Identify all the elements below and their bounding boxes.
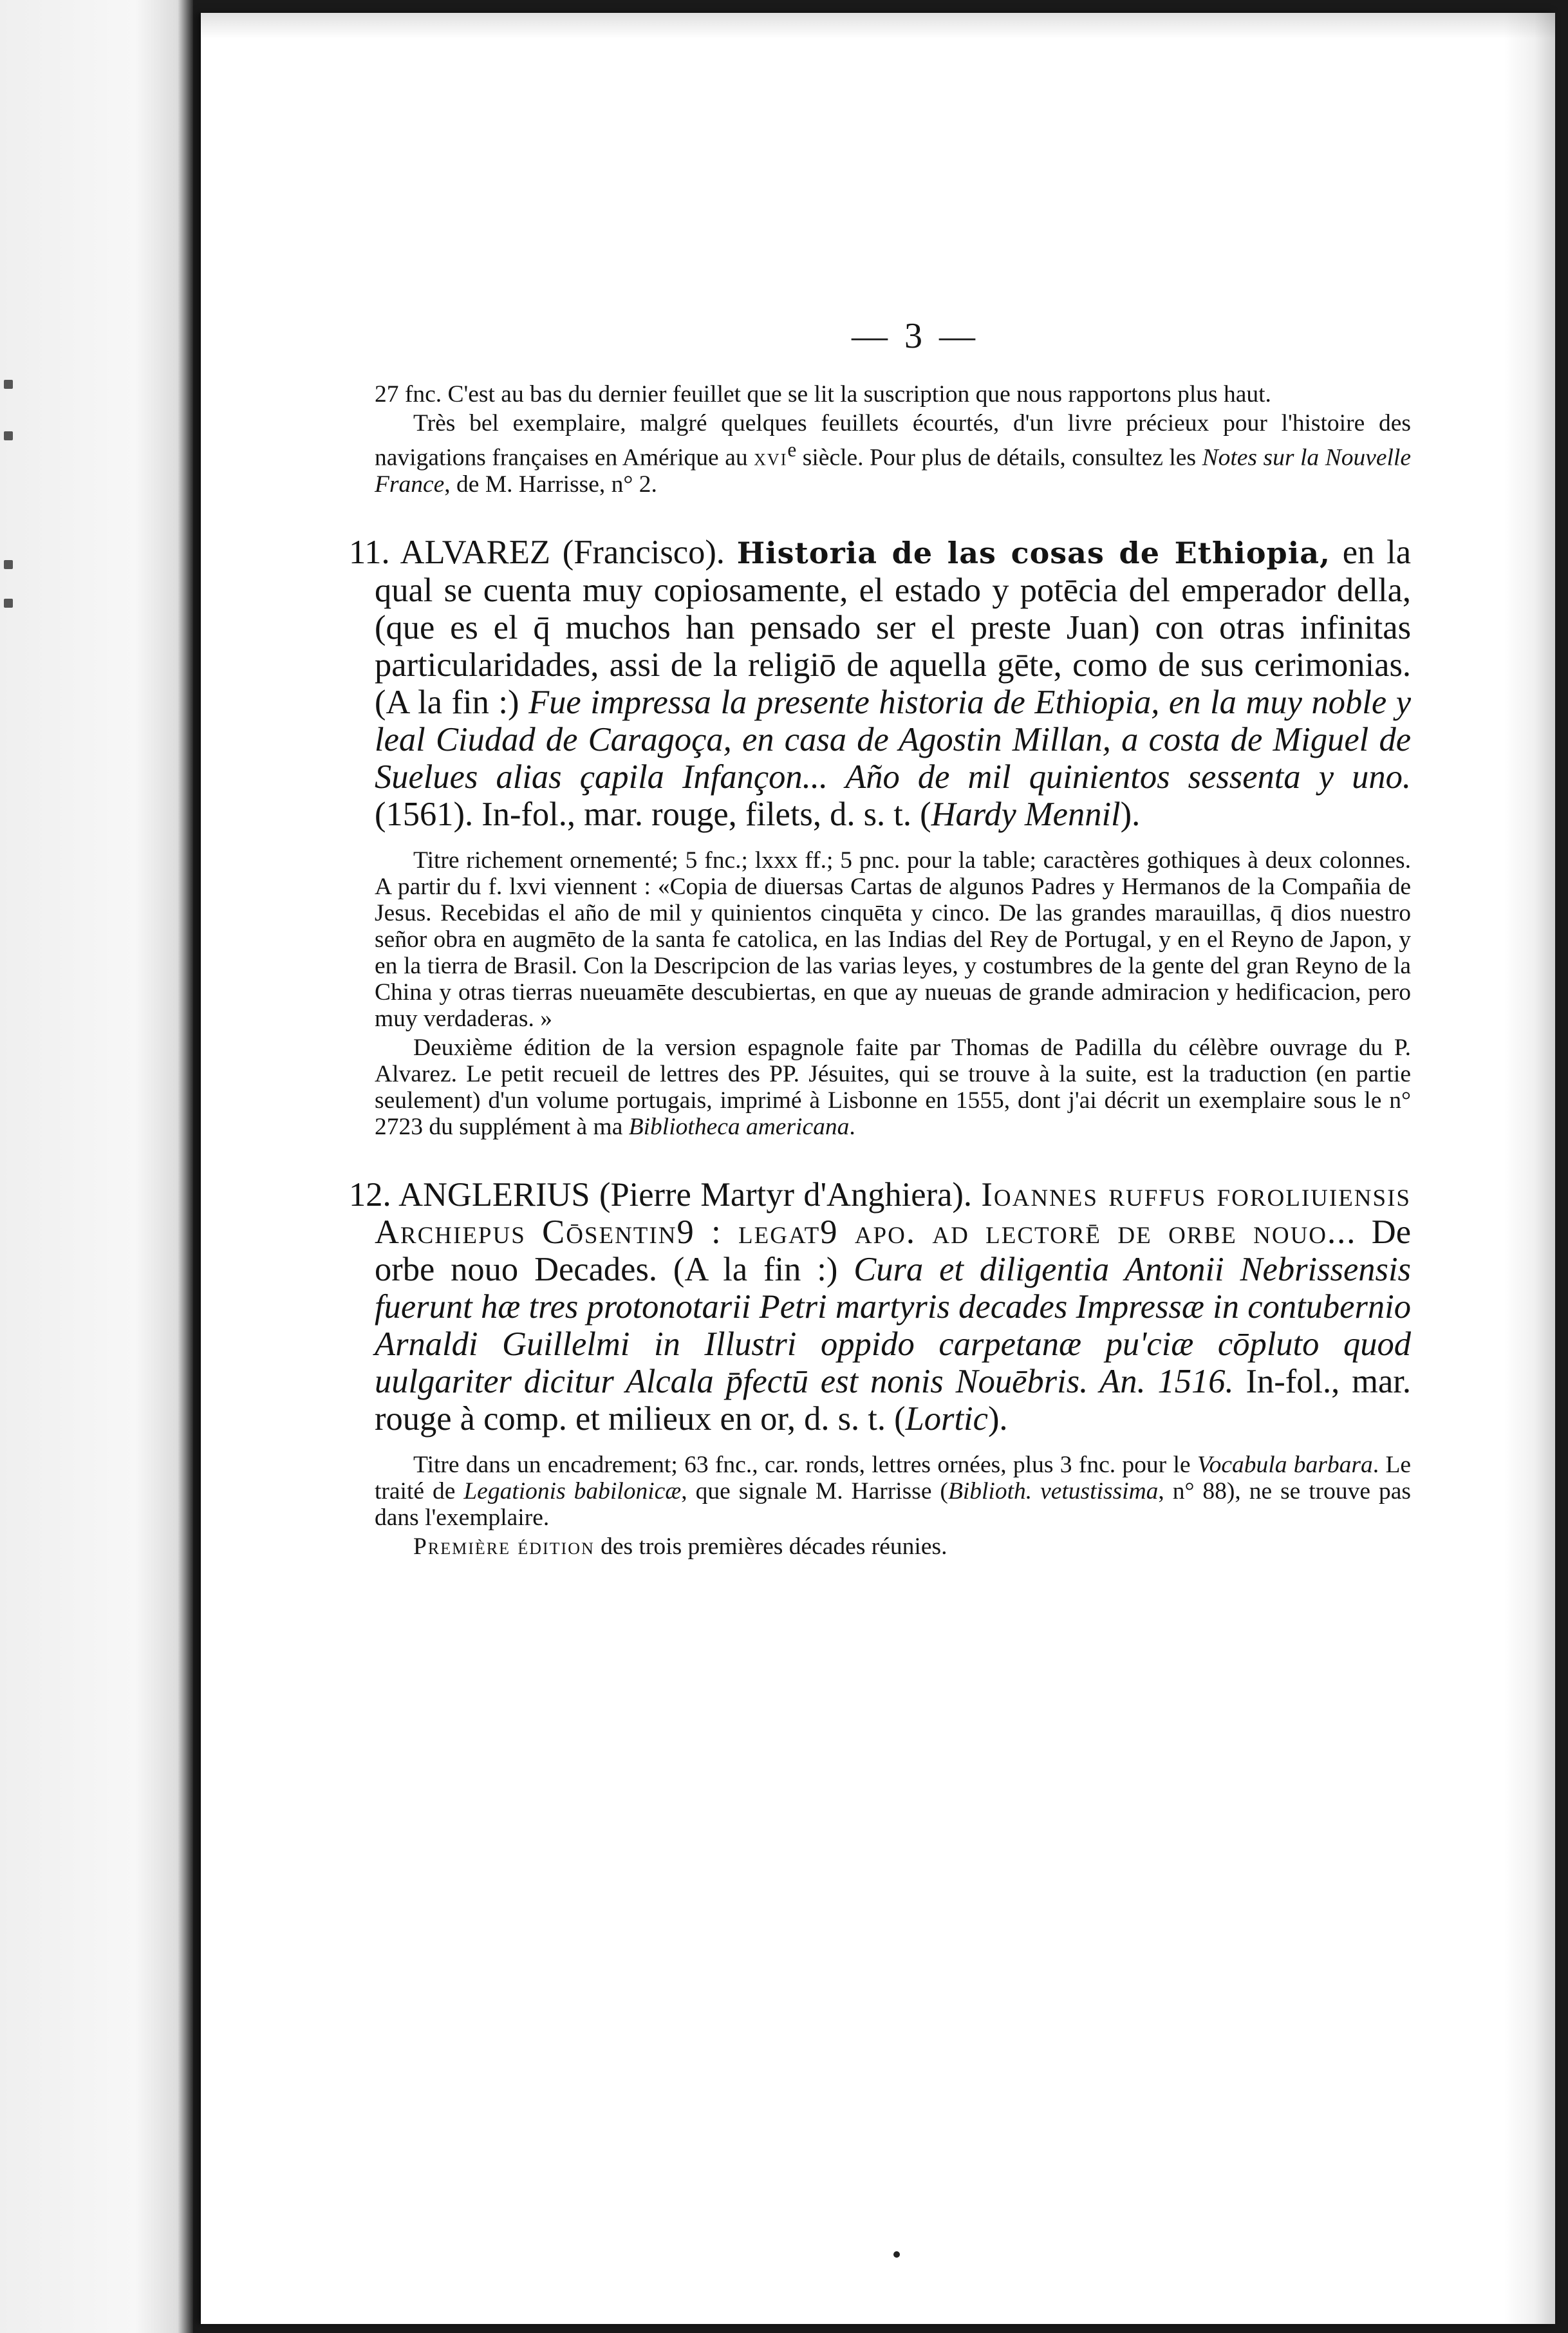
entry-12-colophon: Cura et diligentia Antonii Nebrissensis fuerunt hæ tres protonotarii Petri martyris decades Impressæ in contubernio Arnaldi Guillelmi in Illustri oppido carpetanæ pu'ciæ cōpluto quod uulgariter dicitur Alcala p̄fectū est nonis Nouēbris. An. 1516. (375, 1250, 1411, 1400)
left-page-edge (0, 0, 193, 2333)
left-edge-marks (0, 0, 19, 2333)
entry-12-note-2: Première édition des trois premières décades réunies. (413, 1533, 947, 1560)
entry-12-number: 12. (349, 1176, 391, 1213)
continuation-paragraph-2: Très bel exemplaire, malgré quelques feuillets écourtés, d'un livre précieux pour l'histoire des navigations françaises en Amérique au xvi$^e$ siècle. Pour plus de détails, consultez les Notes sur la Nouvelle France, de M. Harrisse, n° 2. (375, 410, 1411, 498)
page-speck (893, 2251, 900, 2258)
entry-12-title: Ioannes ruffus foroliuiensis Archiepus Cōsentin9 : legat9 apo. ad lectorē de orbe nouo... (375, 1176, 1411, 1251)
entry-11-notes (375, 847, 1411, 1140)
page-text (349, 315, 1412, 1560)
entry-11-gothic-title: Historia de las cosas de Ethiopia, (736, 535, 1331, 570)
entry-11-note-2: Deuxième édition de la version espagnole faite par Thomas de Padilla du célèbre ouvrage du P. Alvarez. Le petit recueil de lettres des PP. Jésuites, qui se trouve à la suite, est la traduction (en partie seulement) d'un volume portugais, imprimé à Lisbonne en 1555, dont j'ai décrit un exemplaire sous le n° 2723 du supplément à ma Bibliotheca americana. (375, 1034, 1411, 1140)
entry-11-colophon: Fue impressa la presente historia de Ethiopia, en la muy noble y leal Ciudad de Caragoça, en casa de Agostin Millan, a costa de Miguel de Suelues alias çapila Infançon... Año de mil quinientos sessenta y uno. (375, 683, 1411, 796)
entry-12-notes (375, 1452, 1411, 1560)
entry-12: 12. ANGLERIUS (Pierre Martyr d'Anghiera). Ioannes ruffus foroliuiensis Archiepus Cōsentin9 : legat9 apo. ad lectorē de orbe nouo... De orbe nouo Decades. (A la fin :) Cura et diligentia Antonii Nebrissensis fuerunt hæ tres protonotarii Petri martyris decades Impressæ in contubernio Arnaldi Guillelmi in Illustri oppido carpetanæ pu'ciæ cōpluto quod uulgariter dicitur Alcala p̄fectū est nonis Nouēbris. An. 1516. In-fol., mar. rouge à comp. et milieux en or, d. s. t. (Lortic). (349, 1176, 1412, 1438)
entry-11: 11. ALVAREZ (Francisco). Historia de las cosas de Ethiopia, en la qual se cuenta muy copiosamente, el estado y potēcia del emperador della, (que es el q̄ muchos han pensado ser el preste Juan) con otras infinitas particularidades, assi de la religiō de aquella gēte, como de sus cerimonias. (A la fin :) Fue impressa la presente historia de Ethiopia, en la muy noble y leal Ciudad de Caragoça, en casa de Agostin Millan, a costa de Miguel de Suelues alias çapila Infançon... Año de mil quinientos sessenta y uno. (1561). In-fol., mar. rouge, filets, d. s. t. (Hardy Mennil). (349, 533, 1412, 833)
page-top-shade (201, 13, 1555, 39)
continuation-paragraph-1: 27 fnc. C'est au bas du dernier feuillet que se lit la suscription que nous rapportons plus haut. (375, 381, 1271, 408)
book-page (201, 13, 1555, 2324)
page-right-shade (1504, 13, 1555, 2324)
entry-12-note-1: Titre dans un encadrement; 63 fnc., car. ronds, lettres ornées, plus 3 fnc. pour le Vocabula barbara. Le traité de Legationis babilonicæ, que signale M. Harrisse (Biblioth. vetustissima, n° 88), ne se trouve pas dans l'exemplaire. (375, 1451, 1412, 1531)
entry-11-note-1: Titre richement ornementé; 5 fnc.; lxxx ff.; 5 pnc. pour la table; caractères gothiques à deux colonnes. A partir du f. lxvi viennent : «Copia de diuersas Cartas de algunos Padres y Hermanos de la Compañia de Jesus. Recebidas el año de mil y quinientos cinquēta y cinco. De las grandes marauillas, q̄ dios nuestro señor obra en augmēto de la santa fe catolica, en las Indias del Rey de Portugal, y en el Reyno de Japon, y en la tierra de Brasil. Con la Descripcion de las varias leyes, y costumbres de la gente del gran Reyno de la China y otras tierras nueuamēte descubiertas, en que ay nueuas de grande admiracion y hedificacion, pero muy verdaderas. » (375, 847, 1411, 1032)
page-number: — 3 — (852, 316, 979, 356)
entry-11-number: 11. (349, 533, 390, 571)
entry-12-author: ANGLERIUS (Pierre Martyr d'Anghiera). (398, 1176, 973, 1213)
entry-11-author: ALVAREZ (Francisco). (400, 533, 725, 571)
